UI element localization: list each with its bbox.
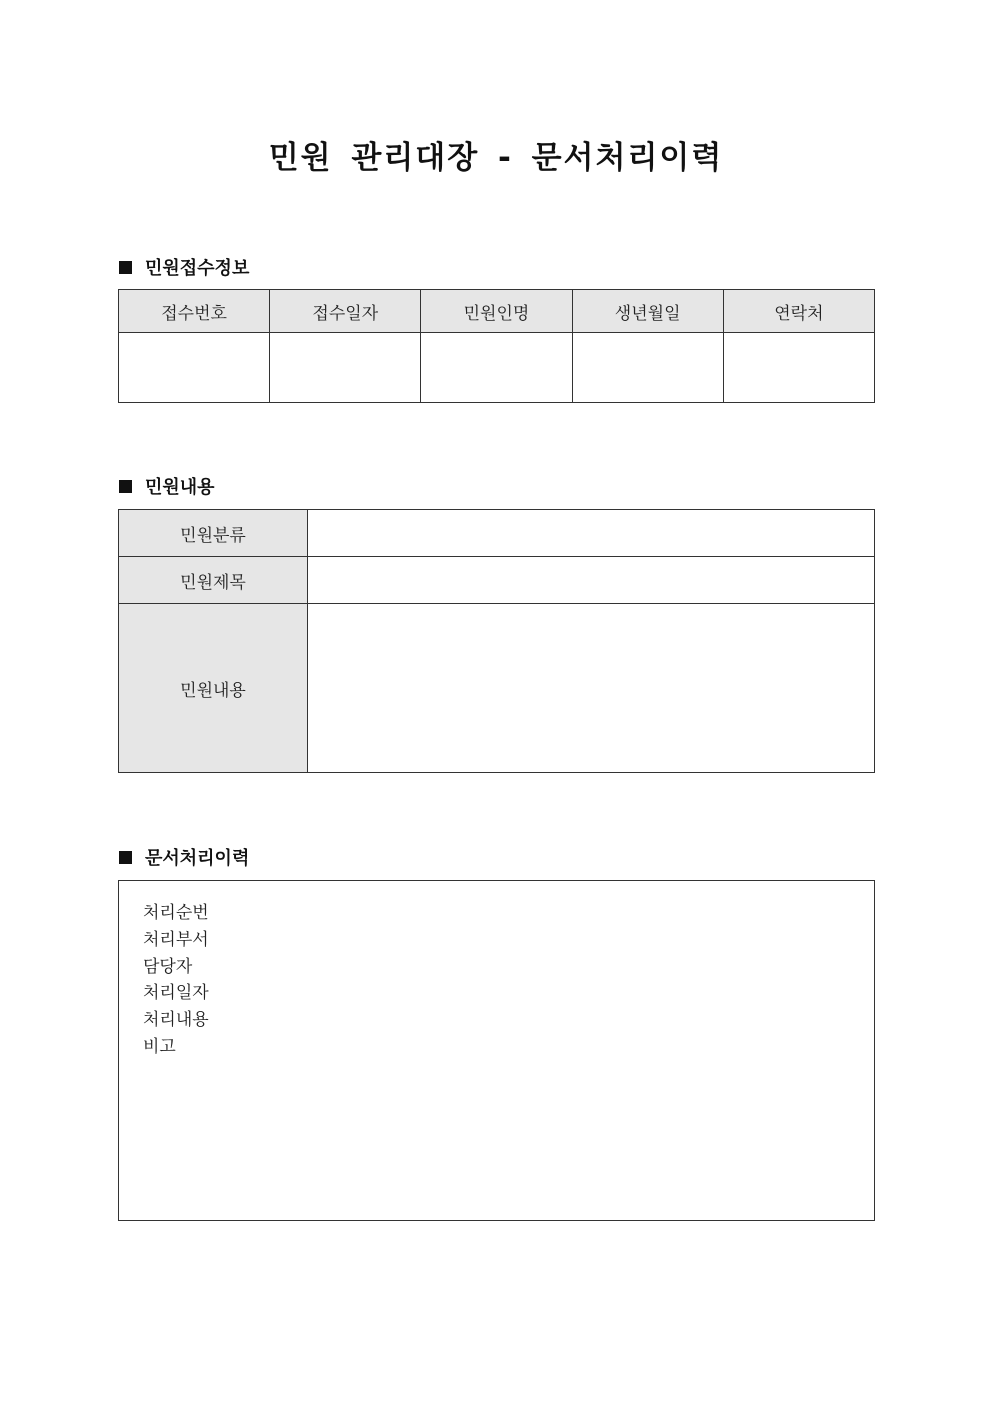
receipt-table xyxy=(118,289,875,403)
table-row xyxy=(119,604,875,773)
table-header-row xyxy=(119,290,875,333)
page-title: 민원 관리대장 - 문서처리이력 xyxy=(268,140,724,176)
square-bullet-icon xyxy=(119,480,132,493)
section-heading-label: 문서처리이력 xyxy=(145,848,250,869)
table-row xyxy=(119,557,875,604)
list-item: 비고 xyxy=(143,1036,176,1057)
history-box[interactable] xyxy=(118,880,875,1221)
history-field-list xyxy=(119,881,874,1061)
cell-receipt-no[interactable] xyxy=(119,333,270,403)
table-row xyxy=(119,510,875,557)
list-item: 담당자 xyxy=(143,956,193,977)
list-item: 처리부서 xyxy=(143,929,209,950)
section-heading-receipt xyxy=(119,254,249,280)
cell-subject[interactable] xyxy=(308,557,875,604)
section-heading-label: 민원내용 xyxy=(145,477,215,498)
row-label-content: 민원내용 xyxy=(119,604,308,773)
section-heading-content xyxy=(119,473,215,499)
cell-applicant-name[interactable] xyxy=(421,333,572,403)
list-item: 처리순번 xyxy=(143,903,209,923)
section-heading-label: 민원접수정보 xyxy=(145,258,250,279)
square-bullet-icon xyxy=(119,851,132,864)
section-heading-history xyxy=(119,844,249,870)
square-bullet-icon xyxy=(119,261,132,274)
cell-receipt-date[interactable] xyxy=(270,333,421,403)
row-label-subject: 민원제목 xyxy=(119,557,308,604)
col-header-receipt-no: 접수번호 xyxy=(119,290,270,333)
col-header-birth-date: 생년월일 xyxy=(572,290,723,333)
table-row xyxy=(119,333,875,403)
list-item: 처리일자 xyxy=(143,983,209,1004)
content-table xyxy=(118,509,875,773)
cell-contact[interactable] xyxy=(723,333,874,403)
cell-birth-date[interactable] xyxy=(572,333,723,403)
list-item: 처리내용 xyxy=(143,1010,209,1031)
cell-content[interactable] xyxy=(308,604,875,773)
col-header-applicant-name: 민원인명 xyxy=(421,290,572,333)
col-header-receipt-date: 접수일자 xyxy=(270,290,421,333)
row-label-category: 민원분류 xyxy=(119,510,308,557)
col-header-contact: 연락처 xyxy=(723,290,874,333)
cell-category[interactable] xyxy=(308,510,875,557)
